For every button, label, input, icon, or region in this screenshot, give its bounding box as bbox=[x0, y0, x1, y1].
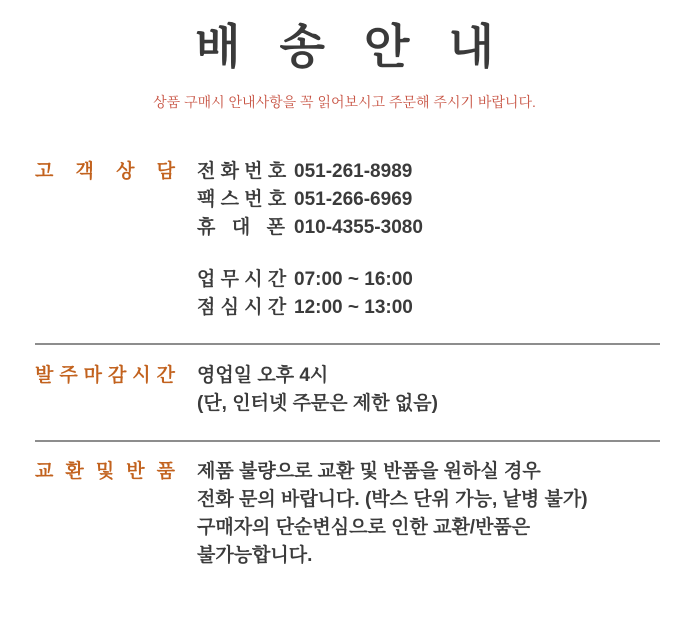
contact-row-fax bbox=[197, 186, 423, 214]
deadline-line-1: 영업일 오후 4시 bbox=[197, 365, 329, 386]
fax-field-label: 팩 스 번 호 bbox=[197, 189, 287, 210]
exchange-line-4: 불가능합니다. bbox=[197, 545, 313, 566]
section-divider bbox=[35, 440, 660, 442]
business-hours-field-label: 업 무 시 간 bbox=[197, 269, 287, 290]
section-customer-service-body bbox=[197, 158, 423, 322]
contact-row-mobile bbox=[197, 214, 423, 242]
phone-number: 051-261-8989 bbox=[294, 161, 413, 182]
business-hours-value: 07:00 ~ 16:00 bbox=[294, 269, 413, 290]
lunch-hours-field-label: 점 심 시 간 bbox=[197, 297, 287, 318]
section-exchange-return-body bbox=[197, 458, 588, 570]
section-order-deadline-body bbox=[197, 362, 438, 418]
section-exchange-return-label: 교 환 및 반 품 bbox=[35, 461, 175, 482]
mobile-field-label: 휴 대 폰 bbox=[197, 217, 285, 238]
exchange-line-2: 전화 문의 바랍니다. (박스 단위 가능, 낱병 불가) bbox=[197, 489, 588, 510]
section-customer-service bbox=[35, 158, 660, 322]
lunch-hours-value: 12:00 ~ 13:00 bbox=[294, 297, 413, 318]
section-order-deadline bbox=[35, 362, 660, 418]
section-divider bbox=[35, 343, 660, 345]
hours-row-lunch bbox=[197, 294, 423, 322]
rows-gap bbox=[197, 242, 423, 266]
section-exchange-return bbox=[35, 458, 660, 570]
exchange-line-1: 제품 불량으로 교환 및 반품을 원하실 경우 bbox=[197, 461, 541, 482]
deadline-line-2: (단, 인터넷 주문은 제한 없음) bbox=[197, 393, 438, 414]
mobile-number: 010-4355-3080 bbox=[294, 217, 423, 238]
page-title: 배 송 안 내 bbox=[195, 20, 507, 73]
fax-number: 051-266-6969 bbox=[294, 189, 413, 210]
page-header bbox=[0, 0, 689, 112]
hours-row-business bbox=[197, 266, 423, 294]
section-order-deadline-label: 발 주 마 감 시 간 bbox=[35, 365, 175, 386]
phone-field-label: 전 화 번 호 bbox=[197, 161, 287, 182]
section-customer-service-label: 고 객 상 담 bbox=[35, 161, 175, 182]
exchange-line-3: 구매자의 단순변심으로 인한 교환/반품은 bbox=[197, 517, 531, 538]
page-subtitle: 상품 구매시 안내사항을 꼭 읽어보시고 주문해 주시기 바랍니다. bbox=[153, 94, 536, 110]
contact-row-phone bbox=[197, 158, 423, 186]
